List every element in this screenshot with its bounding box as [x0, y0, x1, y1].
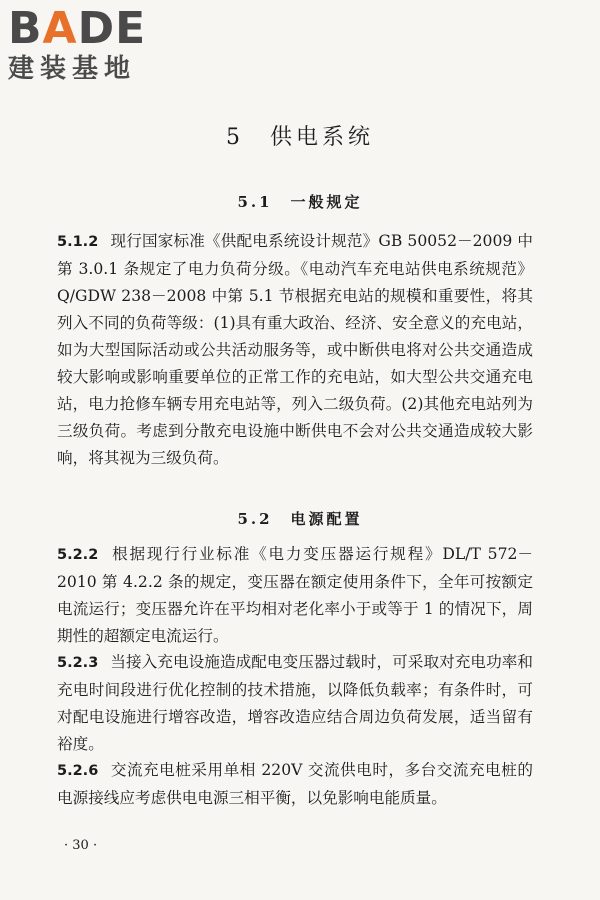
clause-number: 5.2.2 [57, 547, 99, 563]
logo-subtitle: 建装基地 [8, 54, 137, 84]
clause-5-2-2 [57, 541, 533, 650]
clause-text: 交流充电桩采用单相 220V 交流供电时，多台交流充电桩的电源接线应考虑供电电源三相平衡，以免影响电能质量。 [57, 761, 533, 807]
section-title-5-1: 5.1 一般规定 [237, 193, 363, 211]
section-title-5-2: 5.2 电源配置 [237, 510, 363, 528]
page-number: · 30 · [64, 838, 98, 853]
clause-text: 当接入充电设施造成配电变压器过载时，可采取对充电功率和充电时间段进行优化控制的技术措施，以降低负载率；有条件时，可对配电设施进行增容改造，增容改造应结合周边负荷发展，适当留有裕度。 [57, 653, 533, 753]
clause-5-2-3 [57, 649, 533, 758]
logo-wordmark: BADE [8, 3, 147, 54]
clause-5-1-2 [57, 228, 533, 472]
clause-text: 根据现行行业标准《电力变压器运行规程》DL/T 572－2010 第 4.2.2 条的规定，变压器在额定使用条件下，全年可按额定电流运行；变压器允许在平均相对老化率小于或等于 1 的情况下，周期性的超额定电流运行。 [57, 545, 533, 645]
clause-number: 5.2.3 [57, 655, 99, 671]
chapter-title: 5 供电系统 [226, 125, 374, 150]
clause-number: 5.1.2 [57, 234, 99, 250]
clause-number: 5.2.6 [57, 763, 99, 779]
brand-logo [8, 3, 178, 84]
clause-5-2-6 [57, 757, 533, 812]
clause-text: 现行国家标准《供配电系统设计规范》GB 50052－2009 中第 3.0.1 条规定了电力负荷分级。《电动汽车充电站供电系统规范》Q/GDW 238－2008 中第 5.1 节根据充电站的规模和重要性，将其列入不同的负荷等级：(1)具有重大政治、经济、安全意义的充电站，如为大型国际活动或公共活动服务等，或中断供电将对公共交通造成较大影响或影响重要单位的正常工作的充电站，如大型公共交通充电站，电力抢修车辆专用充电站等，列入二级负荷。(2)其他充电站列为三级负荷。考虑到分散充电设施中断供电不会对公共交通造成较大影响，将其视为三级负荷。 [57, 232, 533, 467]
